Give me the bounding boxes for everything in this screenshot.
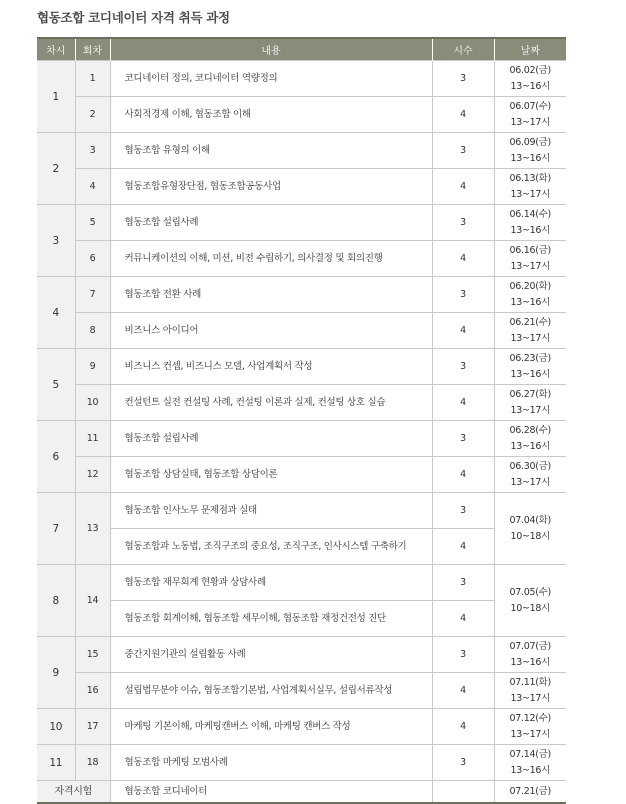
date-value: 06.30(금) xyxy=(509,460,551,472)
hours-cell: 4 xyxy=(432,97,494,133)
table-row xyxy=(37,61,566,97)
lecture-cell: 6 xyxy=(75,241,110,277)
time-value: 13~17시 xyxy=(510,476,550,488)
lecture-cell: 10 xyxy=(75,385,110,421)
date-cell xyxy=(494,169,566,205)
content-cell: 협동조합과 노동법, 조직구조의 중요성, 조직구조, 인사시스템 구축하기 xyxy=(110,529,432,565)
time-value: 13~17시 xyxy=(510,188,550,200)
hours-cell: 3 xyxy=(432,745,494,781)
content-cell: 마케팅 기본이해, 마케팅캔버스 이해, 마케팅 캔버스 작성 xyxy=(110,709,432,745)
lecture-cell: 4 xyxy=(75,169,110,205)
session-cell: 2 xyxy=(37,133,75,205)
lecture-cell: 3 xyxy=(75,133,110,169)
exam-label-cell: 자격시험 xyxy=(37,781,110,804)
content-cell: 비즈니스 컨셉, 비즈니스 모델, 사업계획서 작성 xyxy=(110,349,432,385)
hours-cell: 4 xyxy=(432,313,494,349)
header-row xyxy=(37,38,566,61)
time-value: 13~17시 xyxy=(510,404,550,416)
time-value: 13~16시 xyxy=(510,224,550,236)
table-row xyxy=(37,709,566,745)
lecture-cell: 5 xyxy=(75,205,110,241)
hours-cell: 4 xyxy=(432,673,494,709)
hours-cell: 3 xyxy=(432,205,494,241)
content-cell: 비즈니스 아이디어 xyxy=(110,313,432,349)
date-cell xyxy=(494,457,566,493)
date-cell xyxy=(494,97,566,133)
session-cell: 4 xyxy=(37,277,75,349)
table-row xyxy=(37,277,566,313)
lecture-cell: 18 xyxy=(75,745,110,781)
table-row xyxy=(37,565,566,601)
exam-content-cell: 협동조합 코디네이터 xyxy=(110,781,432,804)
content-cell: 협동조합 유형의 이해 xyxy=(110,133,432,169)
date-value: 07.05(수) xyxy=(509,586,551,598)
table-row xyxy=(37,313,566,349)
page-title: 협동조합 코디네이터 자격 취득 과정 xyxy=(37,10,230,25)
header-date: 날짜 xyxy=(494,38,566,61)
lecture-cell: 14 xyxy=(75,565,110,637)
table-row xyxy=(37,205,566,241)
time-value: 13~16시 xyxy=(510,368,550,380)
hours-cell: 3 xyxy=(432,493,494,529)
header-hours: 시수 xyxy=(432,38,494,61)
table-row xyxy=(37,601,566,637)
date-cell xyxy=(494,277,566,313)
lecture-cell: 11 xyxy=(75,421,110,457)
content-cell: 협동조합 회계이해, 협동조합 세무이해, 협동조합 재정건전성 진단 xyxy=(110,601,432,637)
schedule-table xyxy=(37,37,566,804)
content-cell: 협동조합 재무회계 현황과 상담사례 xyxy=(110,565,432,601)
lecture-cell: 17 xyxy=(75,709,110,745)
date-cell xyxy=(494,637,566,673)
time-value: 13~16시 xyxy=(510,296,550,308)
hours-cell: 3 xyxy=(432,421,494,457)
time-value: 13~17시 xyxy=(510,692,550,704)
content-cell: 협동조합 마케팅 모범사례 xyxy=(110,745,432,781)
time-value: 10~18시 xyxy=(510,530,550,542)
lecture-cell: 15 xyxy=(75,637,110,673)
date-value: 06.02(금) xyxy=(509,64,551,76)
table-row xyxy=(37,349,566,385)
date-value: 06.14(수) xyxy=(509,208,551,220)
table-row xyxy=(37,637,566,673)
hours-cell: 4 xyxy=(432,241,494,277)
date-cell xyxy=(494,61,566,97)
date-value: 06.16(금) xyxy=(509,244,551,256)
content-cell: 협동조합유형장단점, 협동조합공동사업 xyxy=(110,169,432,205)
date-value: 06.28(수) xyxy=(509,424,551,436)
table-row xyxy=(37,241,566,277)
content-cell: 컨설턴트 실전 컨설팅 사례, 컨설팅 이론과 실제, 컨설팅 상호 실습 xyxy=(110,385,432,421)
content-cell: 중간지원기관의 설립활동 사례 xyxy=(110,637,432,673)
schedule-body xyxy=(37,61,566,804)
lecture-cell: 16 xyxy=(75,673,110,709)
session-cell: 3 xyxy=(37,205,75,277)
content-cell: 설립법무분야 이슈, 협동조합기본법, 사업계획서실무, 설립서류작성 xyxy=(110,673,432,709)
table-row xyxy=(37,673,566,709)
time-value: 13~17시 xyxy=(510,728,550,740)
time-value: 13~17시 xyxy=(510,116,550,128)
lecture-cell: 9 xyxy=(75,349,110,385)
content-cell: 협동조합 설립사례 xyxy=(110,421,432,457)
hours-cell: 4 xyxy=(432,601,494,637)
hours-cell: 3 xyxy=(432,277,494,313)
hours-cell: 3 xyxy=(432,637,494,673)
lecture-cell: 2 xyxy=(75,97,110,133)
lecture-cell: 8 xyxy=(75,313,110,349)
time-value: 10~18시 xyxy=(510,602,550,614)
header-lecture: 회차 xyxy=(75,38,110,61)
hours-cell: 4 xyxy=(432,169,494,205)
date-cell xyxy=(494,673,566,709)
time-value: 13~16시 xyxy=(510,440,550,452)
table-row xyxy=(37,169,566,205)
date-cell xyxy=(494,385,566,421)
lecture-cell: 13 xyxy=(75,493,110,565)
hours-cell: 4 xyxy=(432,457,494,493)
lecture-cell: 7 xyxy=(75,277,110,313)
date-cell xyxy=(494,565,566,637)
time-value: 13~16시 xyxy=(510,764,550,776)
session-cell: 6 xyxy=(37,421,75,493)
hours-cell: 3 xyxy=(432,61,494,97)
content-cell: 커뮤니케이션의 이해, 미션, 비전 수립하기, 의사결정 및 회의진행 xyxy=(110,241,432,277)
date-cell xyxy=(494,349,566,385)
hours-cell: 4 xyxy=(432,709,494,745)
date-value: 07.12(수) xyxy=(509,712,551,724)
session-cell: 9 xyxy=(37,637,75,709)
table-row xyxy=(37,493,566,529)
date-value: 07.04(화) xyxy=(509,514,551,526)
session-cell: 8 xyxy=(37,565,75,637)
time-value: 13~16시 xyxy=(510,80,550,92)
hours-cell: 3 xyxy=(432,133,494,169)
hours-cell: 4 xyxy=(432,385,494,421)
date-value: 07.07(금) xyxy=(509,640,551,652)
lecture-cell: 12 xyxy=(75,457,110,493)
date-value: 06.23(금) xyxy=(509,352,551,364)
table-row xyxy=(37,421,566,457)
date-cell xyxy=(494,745,566,781)
content-cell: 협동조합 설립사례 xyxy=(110,205,432,241)
date-cell xyxy=(494,241,566,277)
date-value: 06.20(화) xyxy=(509,280,551,292)
date-cell xyxy=(494,205,566,241)
lecture-cell: 1 xyxy=(75,61,110,97)
session-cell: 7 xyxy=(37,493,75,565)
header-content: 내용 xyxy=(110,38,432,61)
content-cell: 협동조합 전환 사례 xyxy=(110,277,432,313)
date-value: 06.27(화) xyxy=(509,388,551,400)
session-cell: 5 xyxy=(37,349,75,421)
hours-cell: 4 xyxy=(432,529,494,565)
exam-row xyxy=(37,781,566,804)
content-cell: 협동조합 인사노무 문제점과 실태 xyxy=(110,493,432,529)
date-value: 06.09(금) xyxy=(509,136,551,148)
time-value: 13~17시 xyxy=(510,332,550,344)
hours-cell: 3 xyxy=(432,349,494,385)
exam-date-cell: 07.21(금) xyxy=(494,781,566,804)
table-row xyxy=(37,133,566,169)
date-cell xyxy=(494,133,566,169)
table-row xyxy=(37,457,566,493)
session-cell: 11 xyxy=(37,745,75,781)
date-cell xyxy=(494,709,566,745)
table-row xyxy=(37,97,566,133)
content-cell: 코디네이터 정의, 코디네이터 역량정의 xyxy=(110,61,432,97)
hours-cell: 3 xyxy=(432,565,494,601)
table-row xyxy=(37,529,566,565)
session-cell: 1 xyxy=(37,61,75,133)
date-cell xyxy=(494,421,566,457)
table-row xyxy=(37,385,566,421)
header-session: 차시 xyxy=(37,38,75,61)
time-value: 13~17시 xyxy=(510,260,550,272)
date-cell xyxy=(494,493,566,565)
date-cell xyxy=(494,313,566,349)
session-cell: 10 xyxy=(37,709,75,745)
content-cell: 협동조합 상담실태, 협동조합 상담이론 xyxy=(110,457,432,493)
date-value: 07.14(금) xyxy=(509,748,551,760)
date-value: 07.11(화) xyxy=(509,676,551,688)
exam-hours-cell xyxy=(432,781,494,804)
date-value: 06.07(수) xyxy=(509,100,551,112)
date-value: 06.21(수) xyxy=(509,316,551,328)
time-value: 13~16시 xyxy=(510,656,550,668)
time-value: 13~16시 xyxy=(510,152,550,164)
content-cell: 사회적경제 이해, 협동조합 이해 xyxy=(110,97,432,133)
table-row xyxy=(37,745,566,781)
date-value: 06.13(화) xyxy=(509,172,551,184)
